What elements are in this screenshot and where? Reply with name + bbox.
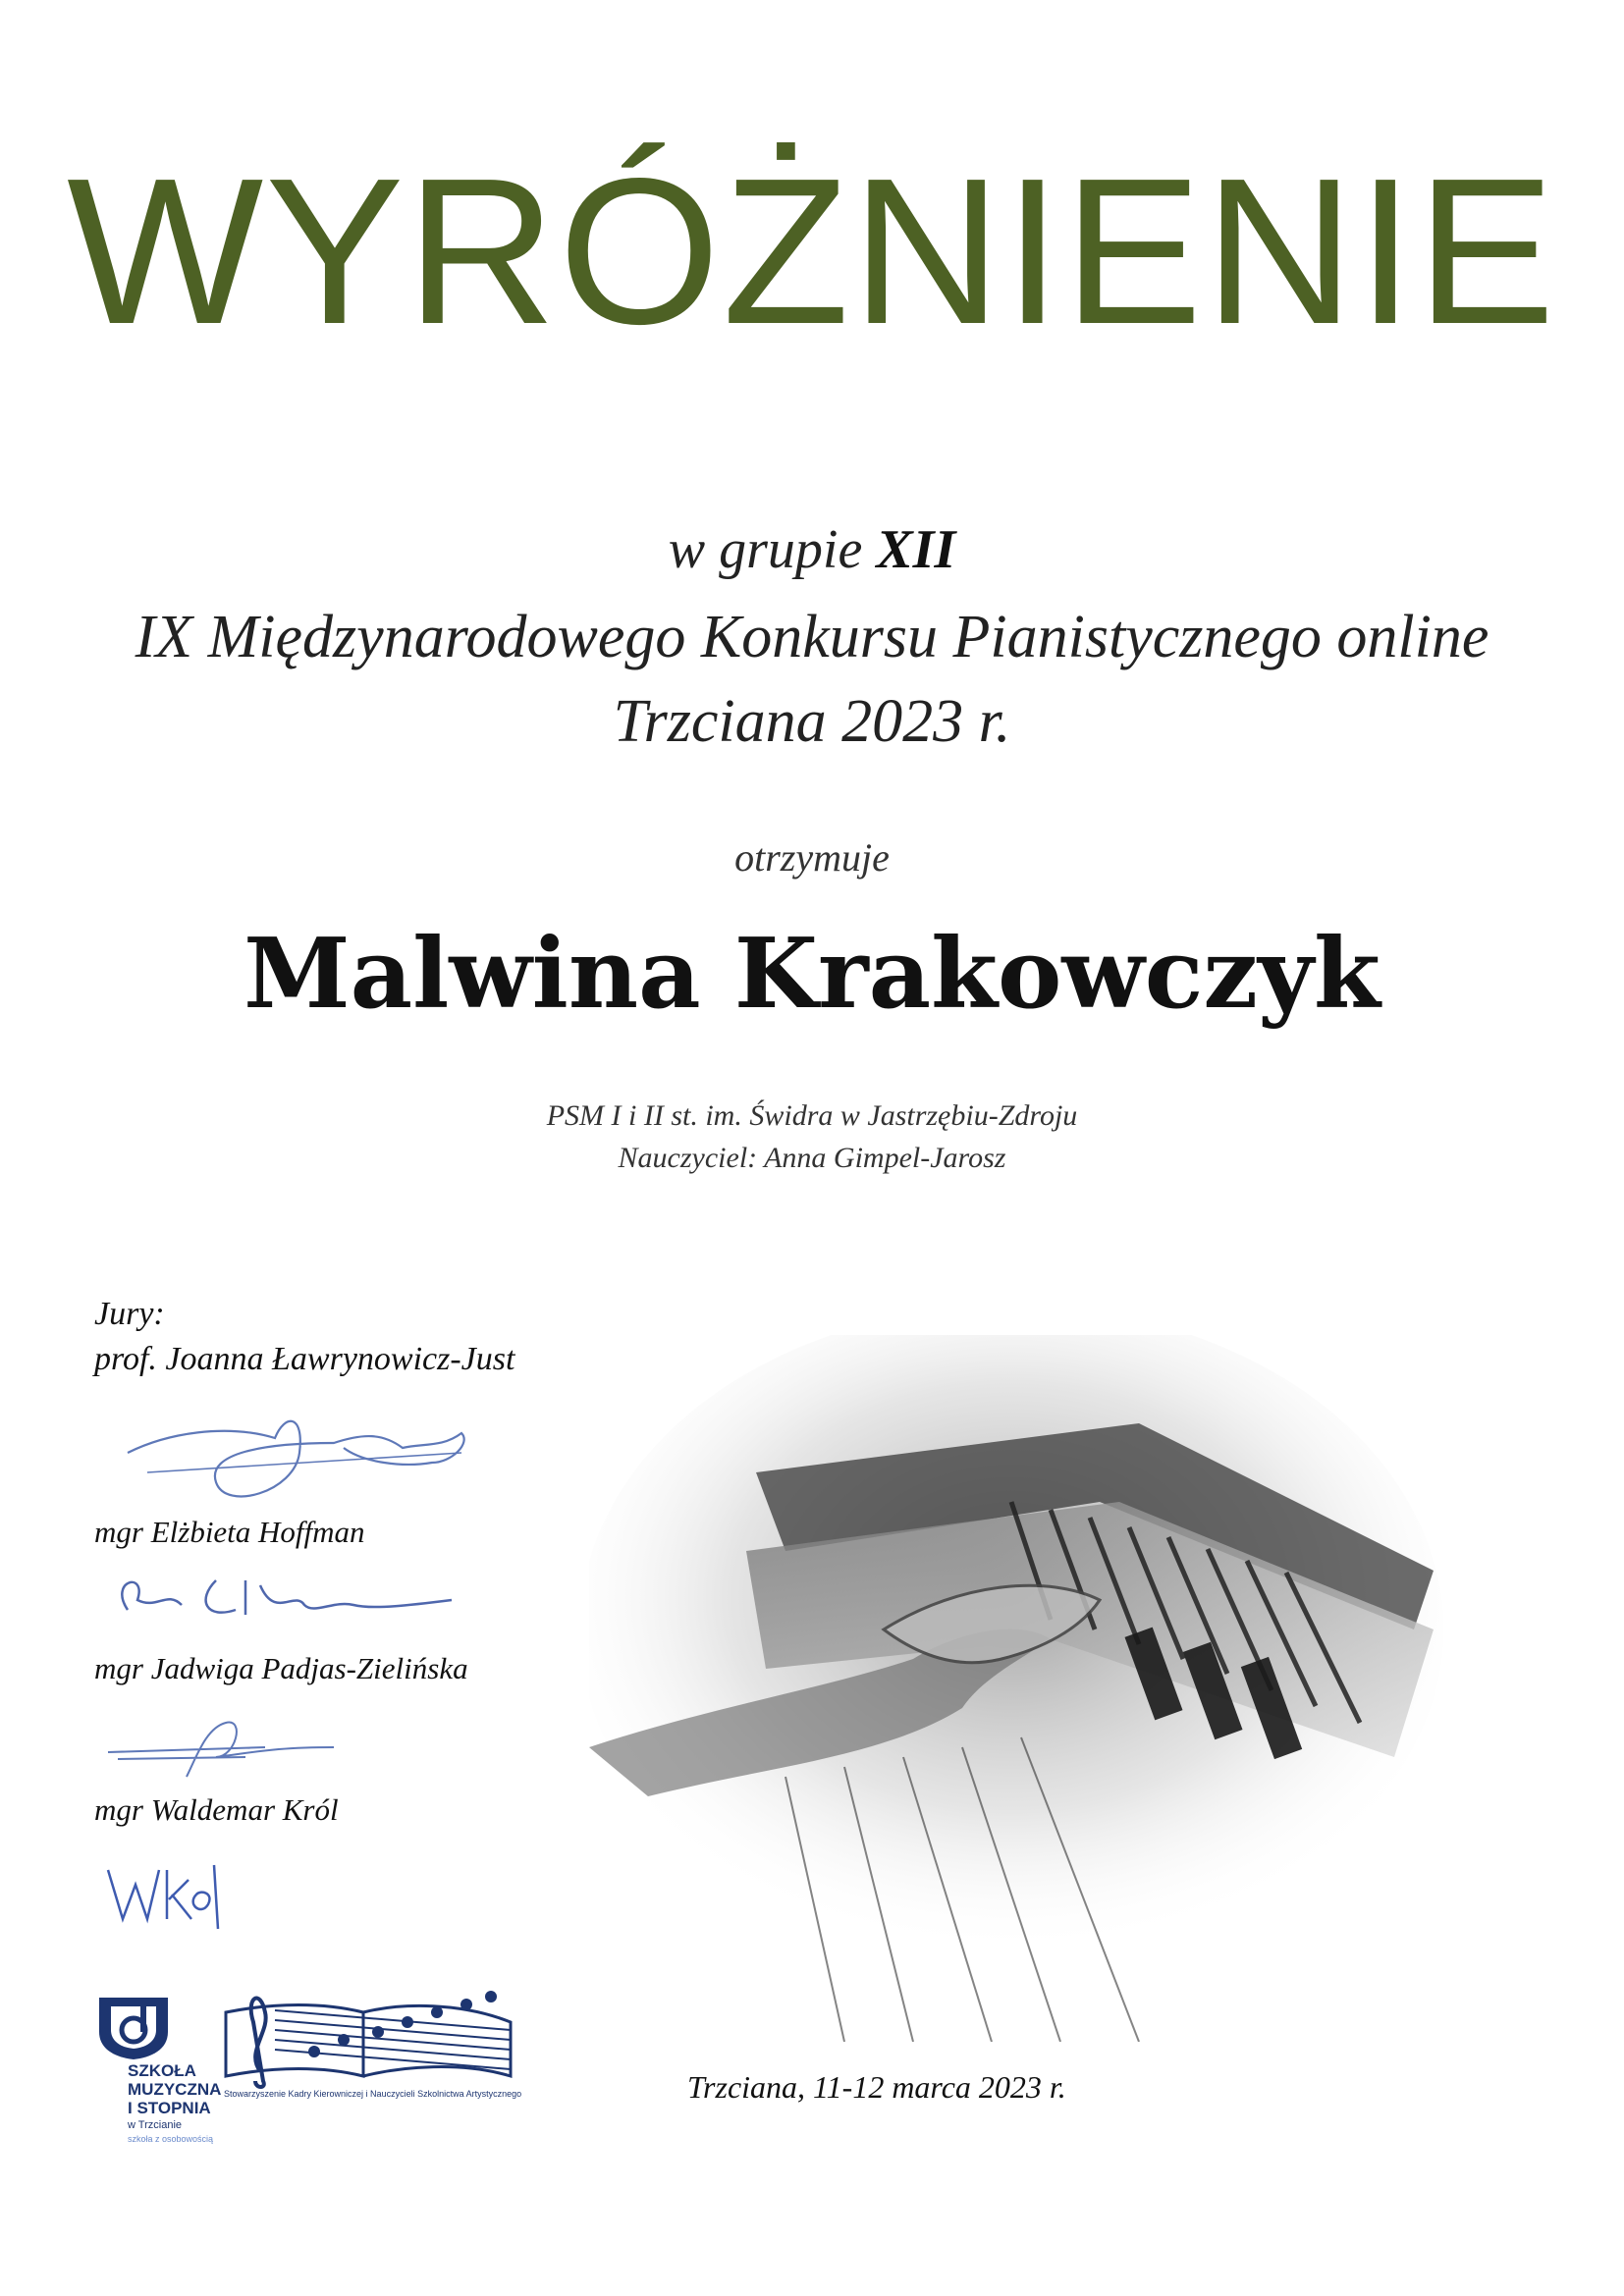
school-logo-icon bbox=[94, 1993, 173, 2061]
school-logo-line-1: SZKOŁA bbox=[128, 2061, 196, 2080]
school-logo-town: w Trzcianie bbox=[128, 2119, 183, 2131]
school-line: PSM I i II st. im. Świdra w Jastrzębiu-Zdroju bbox=[546, 1099, 1078, 1132]
teacher-line: Nauczyciel: Anna Gimpel-Jarosz bbox=[618, 1142, 1006, 1174]
piano-hands-illustration bbox=[589, 1335, 1473, 2042]
school-logo-line-3: I STOPNIA bbox=[128, 2099, 211, 2117]
jury-member-3: mgr Jadwiga Padjas-Zielińska bbox=[94, 1651, 468, 1685]
group-prefix: w grupie bbox=[668, 519, 877, 580]
date-line: Trzciana, 11-12 marca 2023 r. bbox=[687, 2069, 1066, 2105]
group-line bbox=[0, 518, 1624, 581]
competition-line: IX Międzynarodowego Konkursu Pianistycznego online bbox=[135, 604, 1489, 670]
group-number: XII bbox=[876, 519, 956, 580]
receives-text: otrzymuje bbox=[734, 835, 890, 880]
signature-2 bbox=[98, 1561, 471, 1639]
signature-3 bbox=[98, 1698, 353, 1787]
school-logo-text bbox=[128, 2061, 221, 2117]
recipient-name: Malwina Krakowczyk bbox=[244, 918, 1380, 1031]
association-logo-icon bbox=[216, 1983, 530, 2091]
jury-member-2: mgr Elżbieta Hoffman bbox=[94, 1515, 365, 1549]
signature-1 bbox=[108, 1394, 520, 1512]
jury-label: Jury: bbox=[94, 1296, 165, 1332]
school-logo-line-2: MUZYCZNA bbox=[128, 2080, 222, 2099]
signature-4 bbox=[98, 1845, 236, 1944]
association-logo-caption: Stowarzyszenie Kadry Kierowniczej i Nauczycieli Szkolnictwa Artystycznego bbox=[224, 2089, 522, 2099]
jury-member-4: mgr Waldemar Król bbox=[94, 1792, 339, 1827]
certificate-title: WYRÓŻNIENIE bbox=[67, 134, 1557, 367]
jury-member-1: prof. Joanna Ławrynowicz-Just bbox=[94, 1341, 515, 1377]
school-logo-motto: szkoła z osobowością bbox=[128, 2134, 214, 2144]
place-year-line: Trzciana 2023 r. bbox=[613, 688, 1011, 755]
